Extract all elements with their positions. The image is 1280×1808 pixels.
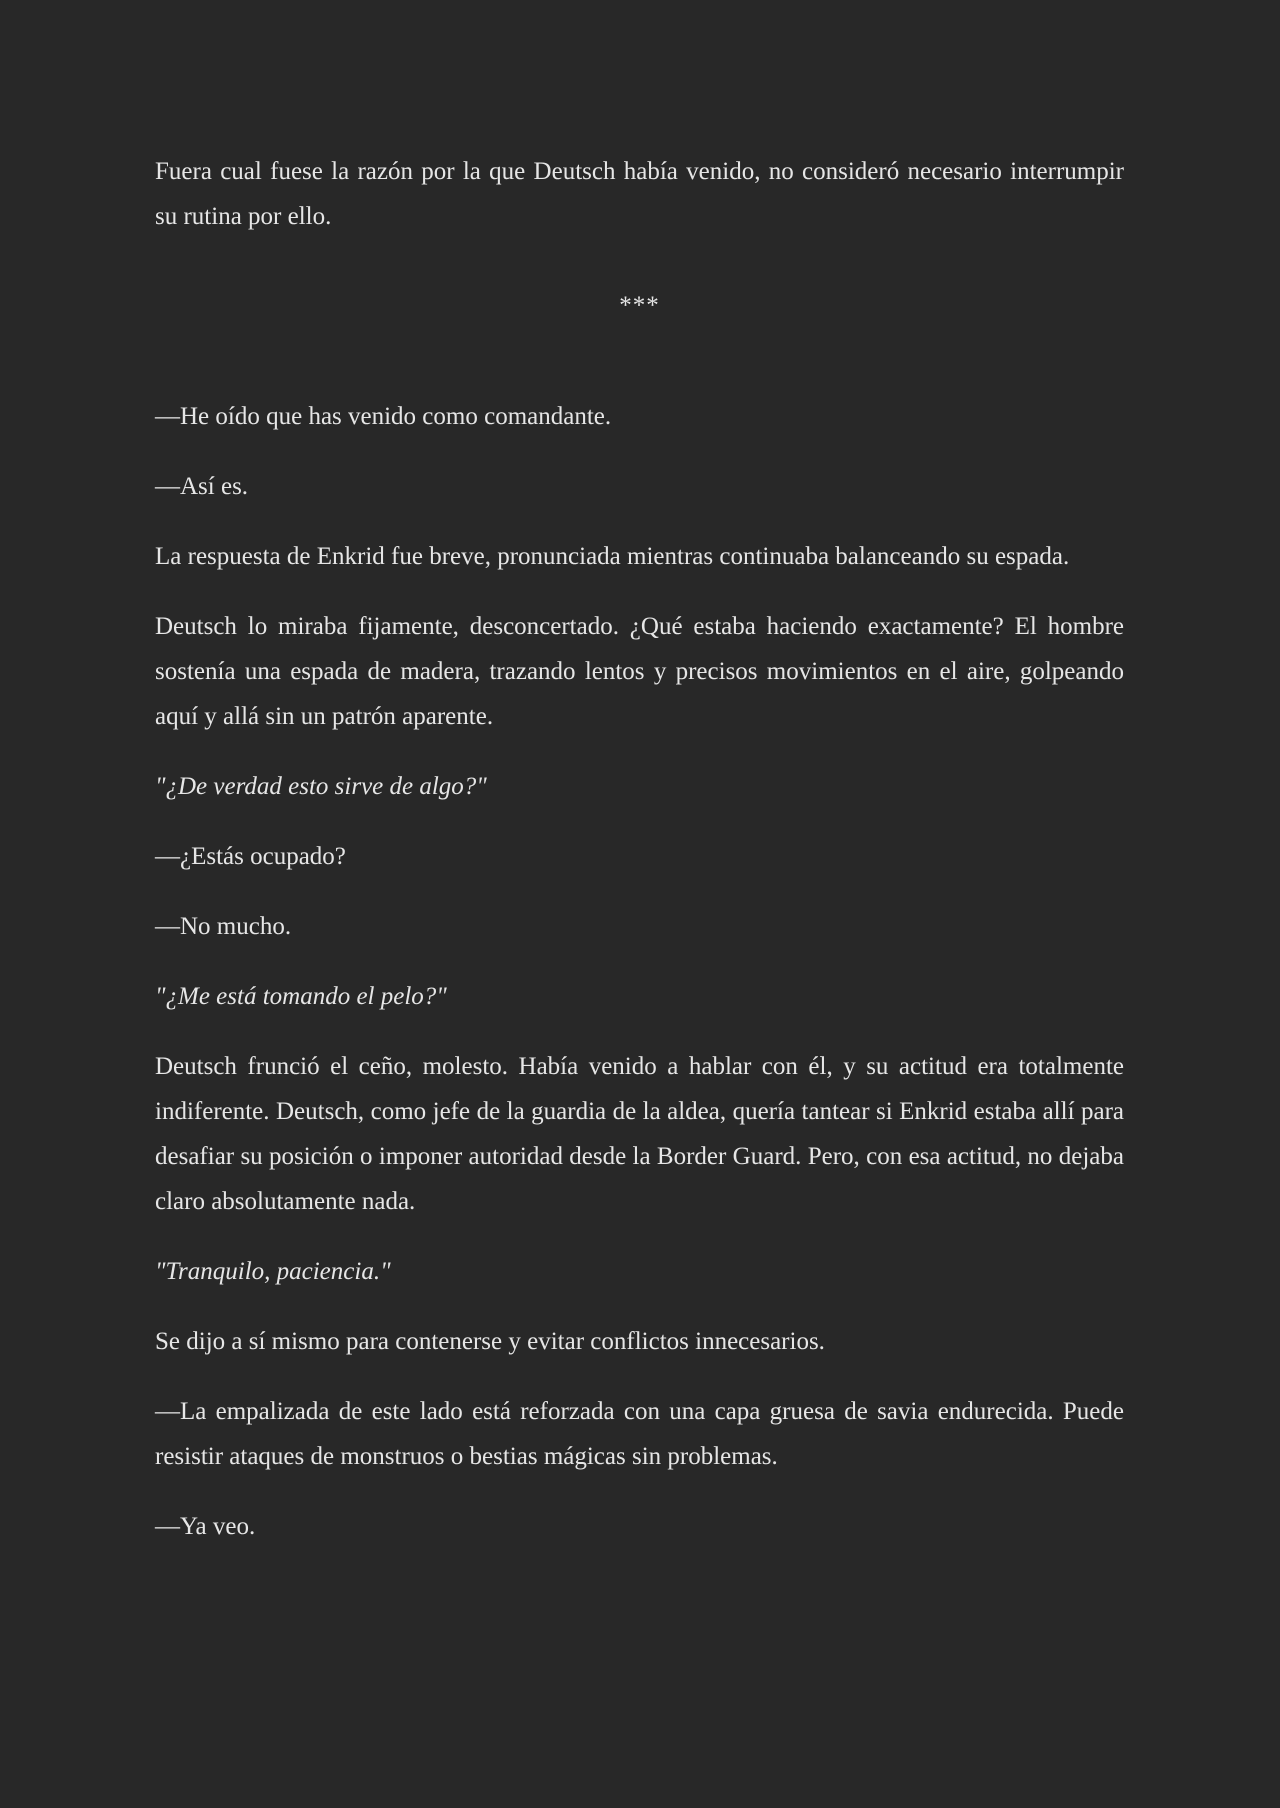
dialogue-line: —La empalizada de este lado está reforzada con una capa gruesa de savia endurecida. Puede resistir ataques de monstruos o bestias mágicas sin problemas. (155, 1398, 1124, 1470)
dialogue-line: —Ya veo. (155, 1513, 256, 1540)
paragraph: La respuesta de Enkrid fue breve, pronunciada mientras continuaba balanceando su espada. (155, 543, 1070, 570)
paragraph: Fuera cual fuese la razón por la que Deutsch había venido, no consideró necesario interrumpir su rutina por ello. (155, 158, 1124, 230)
dialogue-line: —¿Estás ocupado? (155, 843, 346, 870)
scene-separator: *** (619, 292, 660, 319)
thought-line: "¿Me está tomando el pelo?" (155, 983, 447, 1010)
dialogue-line: —No mucho. (155, 913, 292, 940)
dialogue-line: —He oído que has venido como comandante. (155, 403, 612, 430)
paragraph: Deutsch frunció el ceño, molesto. Había venido a hablar con él, y su actitud era totalmente indiferente. Deutsch, como jefe de la guardia de la aldea, quería tantear si Enkrid estaba allí para desafiar su posición o imponer autoridad desde la Border Guard. Pero, con esa actitud, no dejaba claro absolutamente nada. (155, 1053, 1124, 1215)
thought-line: "Tranquilo, paciencia." (155, 1258, 391, 1285)
thought-line: "¿De verdad esto sirve de algo?" (155, 773, 487, 800)
dialogue-line: —Así es. (155, 473, 249, 500)
paragraph: Se dijo a sí mismo para contenerse y evitar conflictos innecesarios. (155, 1328, 825, 1355)
paragraph: Deutsch lo miraba fijamente, desconcertado. ¿Qué estaba haciendo exactamente? El hombre sostenía una espada de madera, trazando lentos y precisos movimientos en el aire, golpeando aquí y allá sin un patrón aparente. (155, 613, 1124, 730)
chapter-text (155, 149, 1124, 1574)
